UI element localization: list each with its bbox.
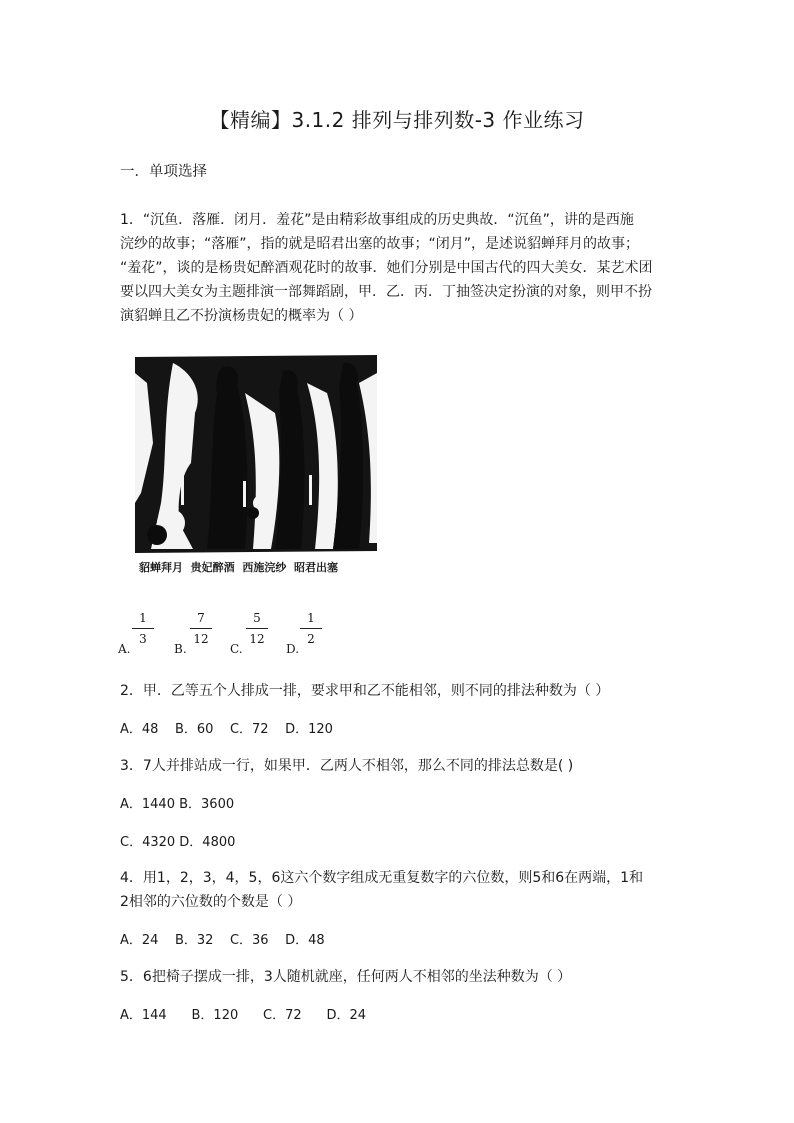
- fraction-numerator: 7: [197, 611, 205, 625]
- fraction-denominator: 2: [307, 632, 315, 646]
- fraction: [190, 610, 212, 647]
- fraction-numerator: 1: [307, 611, 315, 625]
- fraction: [132, 610, 154, 647]
- fraction-denominator: 12: [249, 632, 265, 646]
- fraction-bar: [190, 628, 212, 629]
- question-2-options: A．48 B．60 C．72 D．120: [120, 722, 333, 737]
- question-3-options-row-2: C．4320 D．4800: [120, 835, 236, 850]
- four-beauties-figure: [133, 353, 379, 579]
- four-beauties-silhouette-image: [133, 353, 379, 579]
- question-1-options: [118, 610, 418, 660]
- question-1-line: 浣纱的故事；“落雁”，指的就是昭君出塞的故事；“闭月”，是述说貂蝉拜月的故事；: [120, 236, 640, 252]
- question-1-line: 演貂蝉且乙不扮演杨贵妃的概率为（ ）: [120, 308, 363, 324]
- question-5-options: A．144 B．120 C．72 D．24: [120, 1008, 366, 1023]
- question-1-line: “羞花”，谈的是杨贵妃醉酒观花时的故事．她们分别是中国古代的四大美女．某艺术团: [120, 260, 653, 276]
- question-4-line-1: 4．用1，2，3，4，5，6这六个数字组成无重复数字的六位数，则5和6在两端，1和: [120, 870, 644, 886]
- question-1-line: 1．“沉鱼．落雁．闭月．羞花”是由精彩故事组成的历史典故．“沉鱼”，讲的是西施: [120, 212, 634, 228]
- fraction-bar: [246, 628, 268, 629]
- question-4-line-2: 2相邻的六位数的个数是（ ）: [120, 894, 302, 910]
- fraction-numerator: 1: [139, 611, 147, 625]
- question-3: 3．7人并排站成一行，如果甲．乙两人不相邻，那么不同的排法总数是( ): [120, 758, 574, 774]
- fraction: [246, 610, 268, 647]
- option-label: A.: [118, 642, 131, 656]
- fraction-bar: [132, 628, 154, 629]
- fraction-denominator: 12: [193, 632, 209, 646]
- option-label: B.: [174, 642, 187, 656]
- option-label: D.: [286, 642, 300, 656]
- fraction-numerator: 5: [253, 611, 261, 625]
- fraction-bar: [300, 628, 322, 629]
- question-2: 2．甲．乙等五个人排成一排，要求甲和乙不能相邻，则不同的排法种数为（ ）: [120, 683, 610, 699]
- figure-caption: 貂蝉拜月 贵妃醉酒 西施浣纱 昭君出塞: [139, 561, 338, 574]
- question-1-line: 要以四大美女为主题排演一部舞蹈剧，甲．乙．丙．丁抽签决定扮演的对象，则甲不扮: [120, 284, 652, 300]
- document-title: 【精编】3.1.2 排列与排列数-3 作业练习: [209, 108, 585, 132]
- question-4-options: A．24 B．32 C．36 D．48: [120, 933, 325, 948]
- option-label: C.: [230, 642, 243, 656]
- question-3-options-row-1: A．1440 B．3600: [120, 797, 235, 812]
- fraction: [300, 610, 322, 647]
- question-5: 5．6把椅子摆成一排，3人随机就座，任何两人不相邻的坐法种数为（ ）: [120, 969, 572, 985]
- section-heading: 一．单项选择: [120, 164, 207, 180]
- question-1: [120, 208, 680, 328]
- fraction-denominator: 3: [139, 632, 147, 646]
